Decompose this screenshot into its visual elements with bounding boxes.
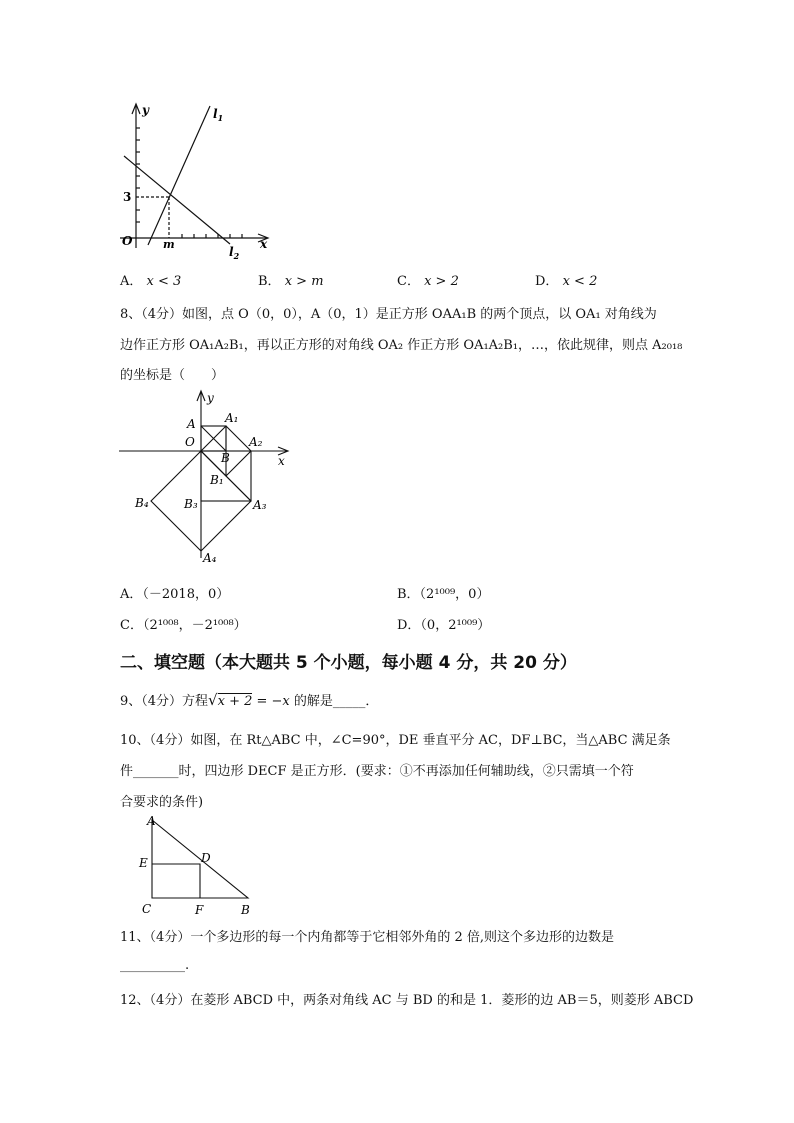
svg-text:A₃: A₃ xyxy=(253,498,267,512)
svg-text:D: D xyxy=(201,851,211,865)
origin-label: O xyxy=(122,234,133,248)
q7-option-a: A． x < 3 xyxy=(120,274,182,289)
q8-squares-figure xyxy=(115,388,300,568)
q8-line-3: 的坐标是（ ） xyxy=(120,368,225,383)
svg-text:B₄: B₄ xyxy=(135,496,149,510)
svg-text:F: F xyxy=(195,903,204,917)
svg-text:C: C xyxy=(142,902,152,916)
q12-line-1: 12、（4分）在菱形 ABCD 中，两条对角线 AC 与 BD 的和是 1．菱形的边 AB＝5，则菱形 ABCD xyxy=(120,993,694,1008)
sqrt-symbol: √ xyxy=(208,691,218,709)
q8-option-c: C．（2¹⁰⁰⁸，－2¹⁰⁰⁸） xyxy=(120,618,247,633)
radicand: x + 2 xyxy=(217,694,253,709)
l1-label: $l_1$ xyxy=(213,107,224,123)
q10-line-1: 10、（4分）如图，在 Rt△ABC 中，∠C=90°，DE 垂直平分 AC，DF⊥BC，当△ABC 满足条 xyxy=(120,733,671,748)
svg-text:A₄: A₄ xyxy=(203,551,217,565)
tick-3-label: 3 xyxy=(123,190,132,204)
svg-text:A₁: A₁ xyxy=(225,411,239,425)
q8-line-1: 8、（4分）如图，点 O（0，0），A（0，1）是正方形 OAA₁B 的两个顶点，以 OA₁ 对角线为 xyxy=(120,307,657,322)
q10-triangle-figure xyxy=(135,812,260,918)
line-l2 xyxy=(124,156,230,244)
line-l1 xyxy=(148,106,210,245)
svg-text:x: x xyxy=(278,454,285,468)
y-ticks xyxy=(136,128,140,222)
m-label: m xyxy=(163,238,175,251)
svg-text:B₁: B₁ xyxy=(210,473,224,487)
q9-text: 9、（4分）方程√x + 2 = −x 的解是_____． xyxy=(120,691,379,709)
q11-line-2: __________. xyxy=(120,958,190,973)
svg-text:A₂: A₂ xyxy=(249,435,263,449)
q10-line-2: 件_______时，四边形 DECF 是正方形．(要求：①不再添加任何辅助线，②只需填一个符 xyxy=(120,764,634,779)
square-DECF xyxy=(152,864,200,898)
q7-option-c: C． x > 2 xyxy=(397,274,459,289)
section-2-title: 二、填空题（本大题共 5 个小题，每小题 4 分，共 20 分） xyxy=(120,653,577,673)
svg-text:E: E xyxy=(139,856,148,870)
svg-text:A: A xyxy=(147,814,156,828)
svg-text:A: A xyxy=(187,417,196,431)
y-axis-label: y xyxy=(142,103,149,117)
svg-text:B₃: B₃ xyxy=(184,497,198,511)
q7-graph-figure xyxy=(112,100,282,260)
q7-option-b: B． x > m xyxy=(258,274,324,289)
q11-line-1: 11、（4分）一个多边形的每一个内角都等于它相邻外角的 2 倍,则这个多边形的边数是 xyxy=(120,930,614,945)
l2-label: $l_2$ xyxy=(229,245,240,260)
svg-text:B: B xyxy=(221,451,230,465)
svg-text:B: B xyxy=(241,903,250,917)
q8-option-d: D．（0，2¹⁰⁰⁹） xyxy=(397,618,491,633)
q8-option-a: A．（－2018，0） xyxy=(120,587,230,602)
q10-line-3: 合要求的条件) xyxy=(120,795,204,810)
q8-option-b: B．（2¹⁰⁰⁹，0） xyxy=(397,587,490,602)
svg-text:y: y xyxy=(207,391,214,405)
q8-line-2: 边作正方形 OA₁A₂B₁，再以正方形的对角线 OA₂ 作正方形 OA₁A₂B₁，…，依此规律，则点 A₂₀₁₈ xyxy=(120,338,683,353)
svg-text:O: O xyxy=(185,435,195,449)
q7-option-d: D． x < 2 xyxy=(535,274,598,289)
x-axis-label: x xyxy=(260,237,268,251)
